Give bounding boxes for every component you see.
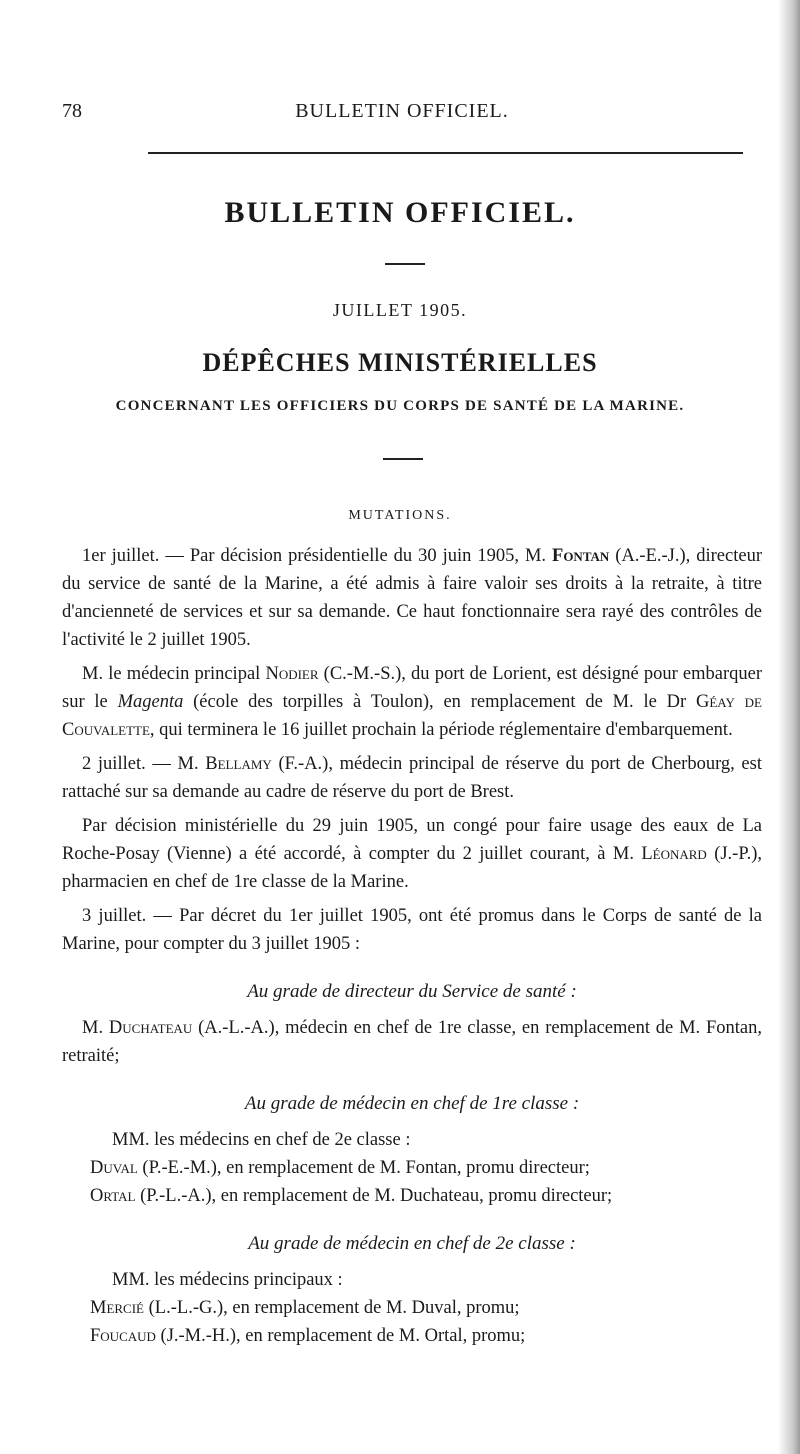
name-duval: Duval bbox=[90, 1158, 138, 1178]
list-2 bbox=[62, 1266, 762, 1350]
subheading-rule bbox=[383, 458, 423, 460]
running-head bbox=[62, 100, 742, 130]
paragraph-1: 1er juillet. — Par décision présidentielle du 30 juin 1905, M. Fontan (A.-E.-J.), directeur du service de santé de la Marine, a été admis à faire valoir ses droits à la retraite, à titre d'ancienneté de services et sur sa demande. Ce haut fonctionnaire sera rayé des contrôles de l'activité le 2 juillet 1905. bbox=[62, 546, 762, 650]
grade-heading-3: Au grade de médecin en chef de 2e classe : bbox=[248, 1233, 576, 1254]
list-intro-1: MM. les médecins en chef de 2e classe : bbox=[112, 1130, 411, 1150]
running-title: BULLETIN OFFICIEL. bbox=[295, 100, 509, 122]
paragraph-5: 3 juillet. — Par décret du 1er juillet 1905, ont été promus dans le Corps de santé de la Marine, pour compter du 3 juillet 1905 : bbox=[62, 906, 762, 954]
list-item: Ortal (P.-L.-A.), en remplacement de M. Duchateau, promu directeur; bbox=[90, 1186, 613, 1206]
name-fontan: Fontan bbox=[552, 546, 610, 566]
title-rule bbox=[385, 263, 425, 265]
name-nodier: Nodier bbox=[265, 664, 319, 684]
name-bellamy: Bellamy bbox=[205, 754, 272, 774]
list-item: Duval (P.-E.-M.), en remplacement de M. Fontan, promu directeur; bbox=[90, 1158, 590, 1178]
paragraph-4: Par décision ministérielle du 29 juin 1905, un congé pour faire usage des eaux de La Roche-Posay (Vienne) a été accordé, à compter du 2 juillet courant, à M. Léonard (J.-P.), pharmacien en chef de 1re classe de la Marine. bbox=[62, 816, 762, 892]
paragraph-6: M. Duchateau (A.-L.-A.), médecin en chef de 1re classe, en remplacement de M. Fontan, retraité; bbox=[62, 1018, 762, 1066]
list-intro-2: MM. les médecins principaux : bbox=[112, 1270, 343, 1290]
name-duchateau: Duchateau bbox=[108, 1018, 193, 1038]
name-foucaud: Foucaud bbox=[90, 1326, 156, 1346]
page-number: 78 bbox=[62, 100, 82, 122]
name-leonard: Léonard bbox=[641, 844, 707, 864]
grade-heading-1: Au grade de directeur du Service de santé : bbox=[247, 981, 577, 1002]
list-item: Foucaud (J.-M.-H.), en remplacement de M. Ortal, promu; bbox=[90, 1326, 526, 1346]
section-subheading: CONCERNANT LES OFFICIERS DU CORPS DE SANTÉ DE LA MARINE. bbox=[115, 398, 685, 414]
mutations-heading: MUTATIONS. bbox=[348, 508, 452, 523]
main-title: BULLETIN OFFICIEL. bbox=[224, 196, 576, 229]
name-geay: Géay de Couvalette bbox=[62, 692, 762, 740]
month-heading: JUILLET 1905. bbox=[332, 300, 468, 320]
paragraph-2: M. le médecin principal Nodier (C.-M.-S.), du port de Lorient, est désigné pour embarquer sur le Magenta (école des torpilles à Toulon), en remplacement de M. le Dr Géay de Couvalette, qui terminera le 16 juillet prochain la période réglementaire d'embarquement. bbox=[62, 664, 762, 740]
list-item: Mercié (L.-L.-G.), en remplacement de M. Duval, promu; bbox=[90, 1298, 520, 1318]
header-rule bbox=[148, 152, 743, 154]
section-heading: DÉPÊCHES MINISTÉRIELLES bbox=[202, 348, 598, 377]
paragraph-3: 2 juillet. — M. Bellamy (F.-A.), médecin principal de réserve du port de Cherbourg, est rattaché sur sa demande au cadre de réserve du port de Brest. bbox=[62, 754, 762, 802]
list-1 bbox=[62, 1126, 762, 1210]
body-block-1 bbox=[62, 542, 762, 1350]
name-mercie: Mercié bbox=[90, 1298, 145, 1318]
ship-name: Magenta bbox=[117, 692, 184, 712]
name-ortal: Ortal bbox=[90, 1186, 136, 1206]
grade-heading-2: Au grade de médecin en chef de 1re classe : bbox=[244, 1093, 580, 1114]
